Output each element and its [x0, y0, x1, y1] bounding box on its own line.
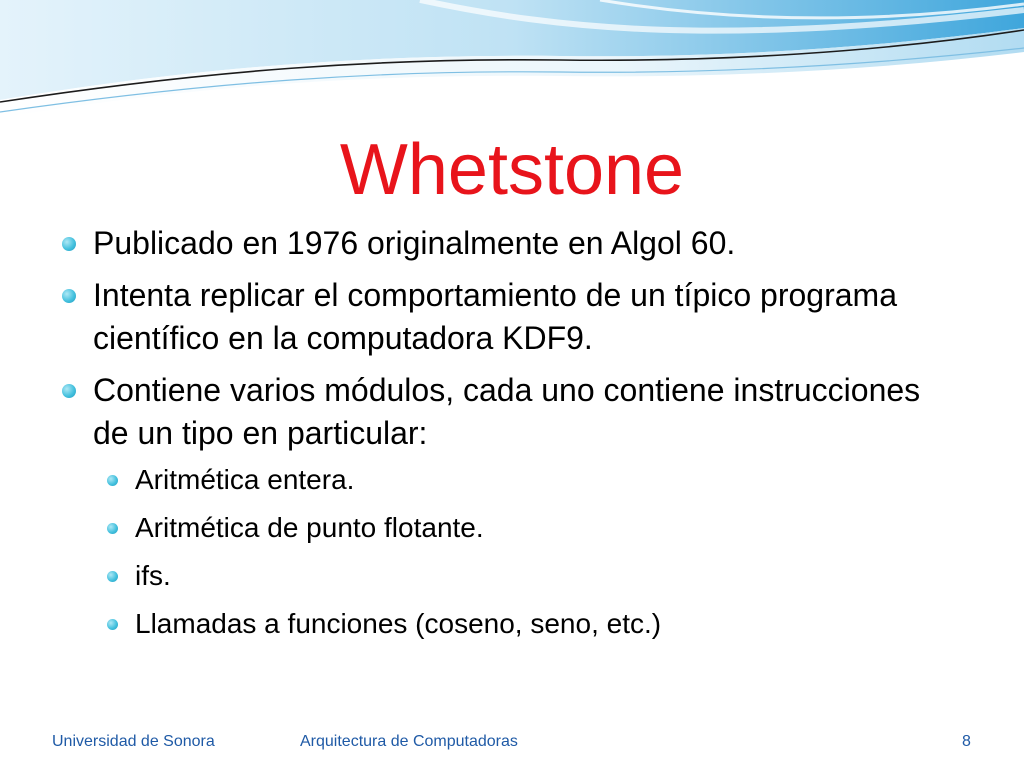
sub-bullet-text: Aritmética de punto flotante.: [135, 512, 484, 543]
footer-university: Universidad de Sonora: [52, 733, 215, 750]
slide-title: Whetstone: [339, 130, 685, 210]
bullet-list: [60, 222, 960, 643]
sub-bullet-dot-icon: [107, 571, 118, 582]
footer-course: Arquitectura de Computadoras: [300, 733, 518, 750]
bullet-dot-icon: [62, 237, 76, 251]
header-wave-decoration: [0, 0, 1024, 130]
sub-bullet-text: Llamadas a funciones (coseno, seno, etc.): [135, 608, 662, 639]
bullet-dot-icon: [62, 384, 76, 398]
sub-bullet-dot-icon: [107, 475, 118, 486]
sub-bullet-item: [93, 461, 960, 499]
sub-bullet-list: [93, 461, 960, 643]
bullet-dot-icon: [62, 289, 76, 303]
slide-body: [60, 222, 960, 653]
sub-bullet-text: ifs.: [135, 560, 171, 591]
sub-bullet-text: Aritmética entera.: [135, 464, 355, 495]
sub-bullet-dot-icon: [107, 523, 118, 534]
sub-bullet-dot-icon: [107, 619, 118, 630]
bullet-item: [60, 369, 960, 643]
sub-bullet-item: [93, 605, 960, 643]
sub-bullet-item: [93, 557, 960, 595]
bullet-text: Intenta replicar el comportamiento de un típico programa científico en la computadora KDF9.: [93, 277, 897, 356]
sub-bullet-item: [93, 509, 960, 547]
bullet-item: [60, 274, 960, 360]
bullet-item: [60, 222, 960, 265]
bullet-text: Contiene varios módulos, cada uno contiene instrucciones de un tipo en particular:: [93, 372, 921, 451]
bullet-text: Publicado en 1976 originalmente en Algol 60.: [93, 225, 736, 261]
footer-page-number: 8: [962, 733, 971, 750]
